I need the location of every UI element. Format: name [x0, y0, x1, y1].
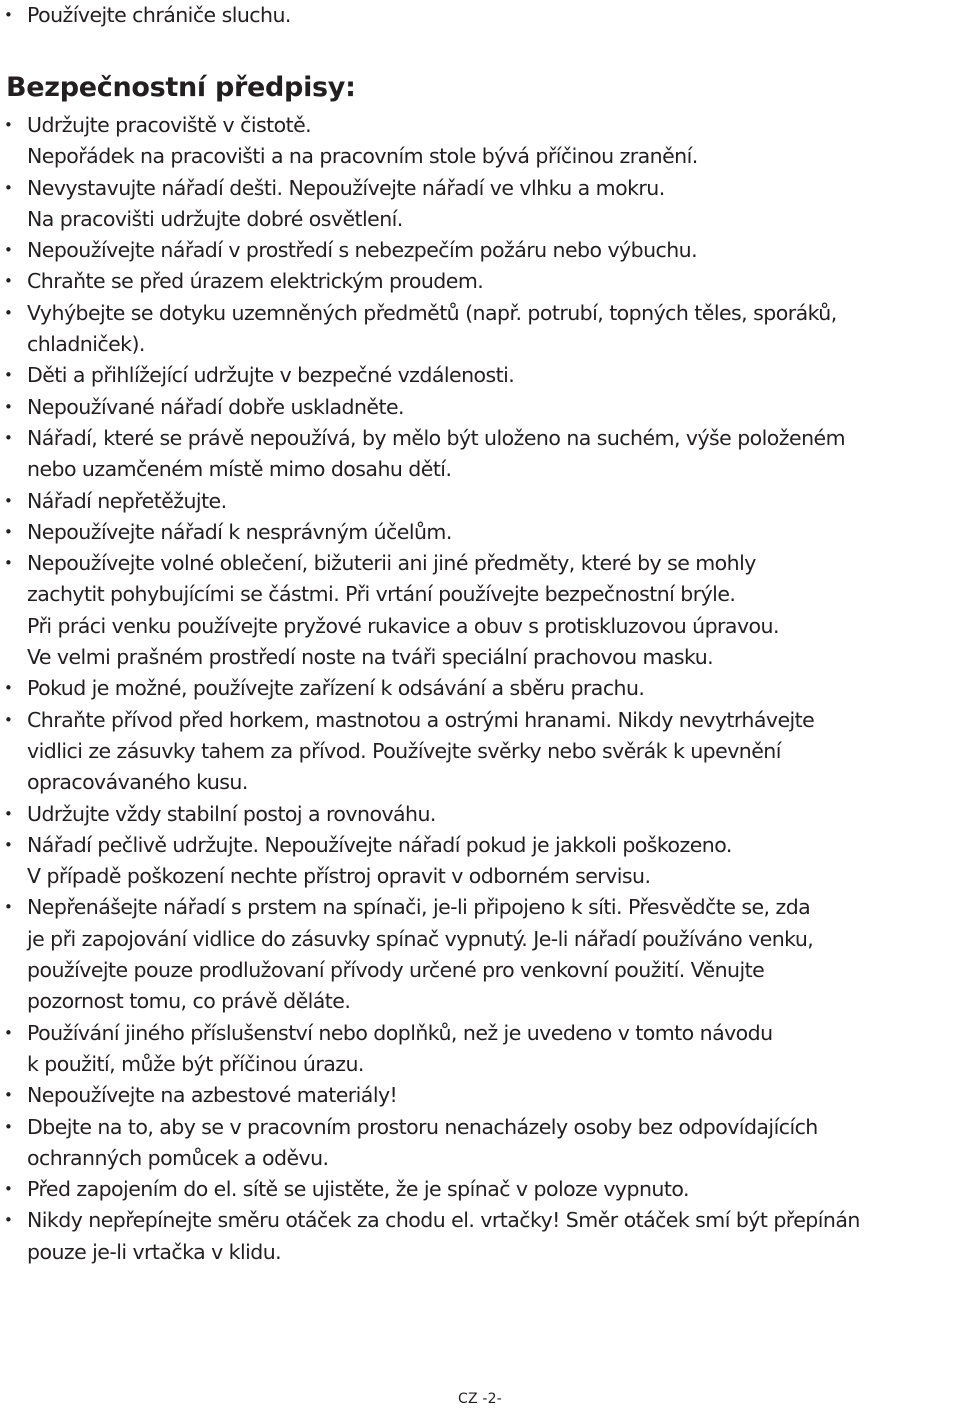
list-item: • Nepoužívejte volné oblečení, bižuterii ani jiné předměty, které by se mohly zachytit pohybujícími se částmi. Při vrtání používejte bezpečnostní brýle. Při práci venku používejte pryžové rukavice a obuv s protiskluzovou úpravou. Ve velmi prašném prostředí noste na tváři speciální prachovou masku. [0, 548, 958, 673]
list-item: • Chraňte přívod před horkem, mastnotou a ostrými hranami. Nikdy nevytrhávejte vidlici ze zásuvky tahem za přívod. Používejte svěrky nebo svěrák k upevnění opracovávaného kusu. [0, 705, 958, 799]
list-item: • Dbejte na to, aby se v pracovním prostoru nenacházely osoby bez odpovídajících ochranných pomůcek a oděvu. [0, 1112, 958, 1175]
section-heading: Bezpečnostní předpisy: [6, 72, 356, 103]
list-item: • Nepoužívané nářadí dobře uskladněte. [0, 392, 958, 423]
list-item: • Nářadí, které se právě nepoužívá, by mělo být uloženo na suchém, výše položeném nebo uzamčeném místě mimo dosahu dětí. [0, 423, 958, 486]
list-item: • Pokud je možné, používejte zařízení k odsávání a sběru prachu. [0, 673, 958, 704]
list-item: Na pracovišti udržujte dobré osvětlení. [27, 206, 403, 231]
safety-rules-list [0, 110, 958, 1268]
list-item: • Udržujte vždy stabilní postoj a rovnováhu. [0, 799, 958, 830]
list-item: • Udržujte pracoviště v čistotě. [0, 110, 958, 141]
list-item: • Chraňte se před úrazem elektrickým proudem. [0, 266, 958, 297]
page-number: CZ -2- [457, 1391, 503, 1407]
list-item: • Nikdy nepřepínejte směru otáček za chodu el. vrtačky! Směr otáček smí být přepínán pouze je-li vrtačka v klidu. [0, 1205, 958, 1268]
list-item: • Před zapojením do el. sítě se ujistěte, že je spínač v poloze vypnuto. [0, 1174, 958, 1205]
list-item: • Nepoužívejte nářadí k nesprávným účelům. [0, 517, 958, 548]
list-item: • Vyhýbejte se dotyku uzemněných předmětů (např. potrubí, topných těles, sporáků, chladniček). [0, 298, 958, 361]
list-item: • Nářadí nepřetěžujte. [0, 486, 958, 517]
list-item: • Používejte chrániče sluchu. [0, 0, 958, 31]
list-item: • Používání jiného příslušenství nebo doplňků, než je uvedeno v tomto návodu k použití, může být příčinou úrazu. [0, 1018, 958, 1081]
list-item: • Nevystavujte nářadí dešti. Nepoužívejte nářadí ve vlhku a mokru. [0, 173, 958, 204]
list-item: • Nepřenášejte nářadí s prstem na spínači, je-li připojeno k síti. Přesvědčte se, zda je při zapojování vidlice do zásuvky spínač vypnutý. Je-li nářadí používáno venku, používejte pouze prodlužovaní přívody určené pro venkovní použití. Věnujte pozornost tomu, co právě děláte. [0, 892, 958, 1017]
list-item: • Nářadí pečlivě udržujte. Nepoužívejte nářadí pokud je jakkoli poškozeno. V případě poškození nechte přístroj opravit v odborném servisu. [0, 830, 958, 893]
top-list [0, 0, 958, 31]
list-item: • Nepoužívejte nářadí v prostředí s nebezpečím požáru nebo výbuchu. [0, 235, 958, 266]
list-item: Nepořádek na pracovišti a na pracovním stole bývá příčinou zranění. [27, 144, 698, 169]
list-item: • Děti a přihlížející udržujte v bezpečné vzdálenosti. [0, 360, 958, 391]
list-item: • Nepoužívejte na azbestové materiály! [0, 1080, 958, 1111]
